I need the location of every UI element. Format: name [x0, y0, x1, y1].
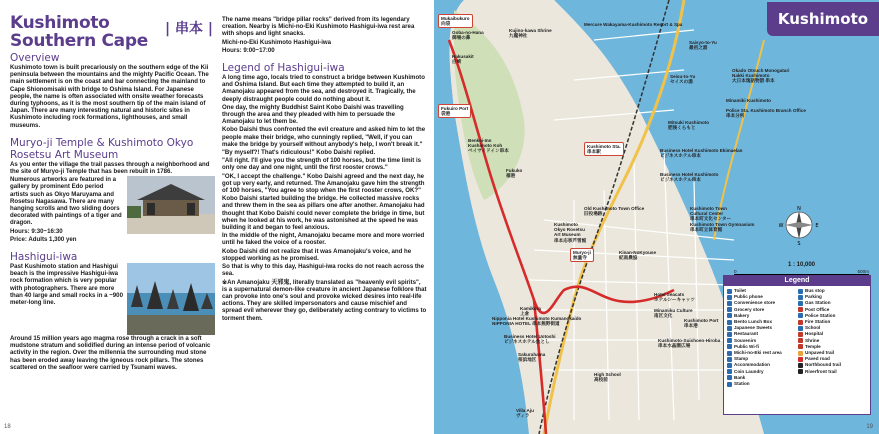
legend-item-label: Post Office	[805, 306, 830, 312]
legend-symbol-icon	[798, 313, 803, 318]
legend-symbol-icon	[727, 295, 732, 300]
legend-symbol-icon	[798, 375, 803, 380]
legend-paragraph: Kobo Daishi thus confronted the evil creature and asked him to let the people make their bridge, who cunningly replied, "Well, if you can make the bridge by yourself without anybody's help, I won't break it."	[222, 126, 426, 148]
legend-paragraph: "OK, I accept the challenge." Kobo Daishi agreed and the next day, he got up very early, and returned. The Amanojaku gave him the strength of 100 horses, "You agree to stop when the first rooster crows, OK?"	[222, 172, 425, 195]
map-label-bizhotel2: Business Hotel Kushimoto ビジネスホテル串本	[660, 172, 719, 183]
compass-rose	[779, 205, 819, 245]
map-label-mitsuki: Mitsuki Kushimoto 肥後くらもと	[668, 120, 710, 131]
legend-paragraph: A long time ago, locals tried to construct a bridge between Kushimoto and Oshima Island. But each time they attempted to build it, an Amanojaku appeared from the sea, and destroyed it. Tragically, the deeply distraught people could do nothing about it.	[222, 74, 425, 103]
legend-item-label: Police Station	[805, 312, 836, 318]
map-label-hakusaki: Hakusakit 白崎	[452, 54, 474, 65]
legend-item-label: Parking	[805, 294, 822, 300]
legend-symbol-icon	[727, 326, 732, 331]
legend-paragraph: In the middle of the night, Amanojaku became more and more worried until he faked the voice of a rooster.	[222, 232, 425, 247]
legend-symbol-icon	[727, 369, 732, 374]
map-label-station: Kushimoto Sta. 串本駅	[584, 142, 624, 156]
map-label-gym: Kushimoto Town Gymnasium 串本町立体育館	[690, 222, 755, 233]
legend-item-label: Bus stop	[805, 288, 825, 293]
scale-end: 500m	[857, 269, 869, 274]
legend-item-label: Bakery	[734, 312, 750, 318]
legend-item-label: Accommodation	[734, 362, 770, 368]
legend-symbol-icon	[727, 338, 732, 343]
map-label-cultural: Kushimoto Town Cultural Center 串本町文化センター	[690, 206, 732, 222]
legend-symbol-icon	[798, 320, 803, 325]
page-number-left: 18	[4, 424, 11, 430]
map-title-badge: Kushimoto	[767, 2, 879, 36]
map-label-mercure: Mercure Wakayama-Kushimoto Resort & Spa	[584, 22, 683, 27]
legend-symbol-icon	[798, 363, 803, 368]
title-kanji: | 串本 |	[165, 21, 213, 37]
legend-symbol-icon	[727, 289, 732, 294]
legend-item-label: Paved road	[805, 356, 830, 362]
legend-symbol-icon	[798, 351, 803, 356]
hashiguiiwa-text-1: Past Kushimoto station and Hashigui beach is the impressive Hashigui-iwa rock formation which is very popular with photographers. There are more than 40 large and small rocks in a ~900 meter-long line.	[10, 263, 123, 307]
legend-symbol-icon	[727, 375, 732, 380]
legend-symbol-icon	[798, 357, 803, 362]
muryoji-heading: Muryo-ji Temple & Kushimoto Okyo Rosetsu Art Museum	[10, 136, 194, 161]
map-label-suishoen: Kushimoto-Suishoen-Hiroba 串本水晶園広場	[658, 338, 721, 349]
legend-symbol-icon	[727, 351, 732, 356]
temple-photo	[127, 176, 215, 234]
legend-title: Legend	[724, 276, 870, 286]
legend-item-label: Gas Station	[805, 300, 831, 306]
legend-symbol-icon	[727, 363, 732, 368]
legend-item-label: Shrine	[805, 337, 820, 343]
map-label-seacats: Hotel Seacats ホテルシーキャッツ	[654, 292, 695, 303]
map-label-saisyo: Saisyo-to-Yu 最初之湯	[689, 40, 717, 51]
hashiguiiwa-intro: The name means "bridge pillar rocks" derived from its legendary creation. Nearby is Michi-no-Eki Kushimoto Hashigui-iwa rest area with shops and light snacks.	[222, 16, 415, 38]
compass-n: N	[797, 206, 801, 212]
legend-item-label: Japanese Sweets	[734, 325, 773, 331]
legend-symbol-icon	[798, 369, 803, 374]
map-label-minamiki: Minamiki Kushimoto	[726, 98, 771, 103]
legend-symbol-icon	[798, 344, 803, 349]
map-label-nipponia: Nipponia Hotel Kushimoto Kumanokaido NIPPONIA HOTEL 串本熊野街道	[492, 316, 582, 327]
legend-symbol-icon	[798, 295, 803, 300]
overview-heading: Overview	[10, 52, 60, 64]
legend-item-label: Hospital	[805, 331, 824, 337]
legend-item-label: School	[805, 325, 821, 331]
hashiguiiwa-text-2: Around 15 million years ago magma rose through a crack in a soft mudstone stratum and solidified during an intense period of volcanic activity in the region. Over the millennia the surrounding mud stone has been eroded away leaving the igneous rock pillars. The stones scattered on the seafloor were carried by Tsunami waves.	[10, 335, 211, 371]
map-label-mukaibukuro: Mukaibukuro 向袋	[438, 14, 473, 28]
map-label-fukuko: Fukuko 福港	[506, 168, 523, 179]
legend-symbol-icon	[727, 307, 732, 312]
map-label-kinan: Kinan-NoKyouse 紀南農協	[619, 250, 657, 261]
rest-area-name: Michi-no-Eki Kushimoto Hashigui-iwa	[222, 38, 332, 46]
muryoji-intro: As you enter the village the trail passes through a neighborhood and the site of Muryo-ji Temple that has been rebuilt in 1786.	[10, 160, 210, 176]
scale-ratio: 1 : 10,000	[787, 262, 816, 268]
legend-paragraph: So that is why to this day, Hashigui-iwa rocks do not reach across the sea.	[222, 263, 425, 278]
legend-paragraph: Kobo Daishi started building the bridge. He collected massive rocks and threw them in the sea as pillars one after another. Amanojaku had thought that Kobo Daishi could never complete the bridge in time, but when he looked at his work, he was astonished at the speed he was building it and began to feel anxious.	[222, 195, 425, 232]
legend-symbol-icon	[798, 307, 803, 312]
map-label-seisu: Seisu-to-Yu セイスの湯	[670, 74, 696, 85]
legend-item-label: Public phone	[734, 294, 763, 300]
legend-item-label: Riverfront trail	[805, 368, 837, 374]
legend-item-label: Temple	[805, 343, 821, 349]
map-label-minamiku: Minamiku Culture 南区文化	[654, 308, 693, 319]
legend-item-label: Fire Station	[805, 319, 831, 325]
legend-heading: Legend of Hashigui-iwa	[222, 62, 345, 75]
legend-symbol-icon	[798, 338, 803, 343]
legend-symbol-icon	[727, 382, 732, 387]
legend-paragraph: Kobo Daishi did not realize that it was Amanojaku's voice, and he stopped working as he promised.	[222, 247, 412, 262]
legend-item-label: Public Wi-fi	[734, 343, 759, 349]
overview-text: Kushimoto town is built precariously on the southern edge of the Kii peninsula between the mountains and the mighty Pacific Ocean. The main settlement is on the coast and bar connecting the mainland to Cape Shionomisaki with bridge to Oshima Island. For Japanese people, the name is often associated with onsite weather forecasts during typhoons, as it is the most southern tip of the main island of Japan. There are many interesting natural and historic sites in Kushimoto including rock formations, lighthouses, and small museums.	[10, 64, 209, 129]
map-label-villa: Villa Aju ヴィラ	[516, 408, 534, 419]
map-label-okado: Okado Otsuch Monogatari Nakki Kushimoto 大日本逸話物語 串本	[732, 68, 790, 84]
map-label-highschool: High School 高校前	[594, 372, 621, 383]
legend-story	[222, 74, 427, 322]
legend-item-label: Northbound trail	[805, 362, 841, 368]
legend-symbol-icon	[727, 320, 732, 325]
map-label-kujino: Kujino-kawa Shrine 九龍神社	[509, 28, 552, 39]
map-label-port: Kushimoto Port 串本港	[684, 318, 719, 329]
legend-item-label: Convenience store	[734, 300, 776, 306]
compass-e: E	[815, 223, 819, 229]
legend-symbol-icon	[727, 313, 732, 318]
legend-item-label: Souvenirs	[734, 337, 757, 343]
map-label-muryoji: Muryo-ji 無量寺	[570, 248, 594, 262]
legend-item-label: Station	[734, 381, 750, 387]
legend-paragraph: One day, the mighty Buddhist Saint Kobo Daishi was travelling through the area and they pleaded with him to persuade the Amanojaku to let them be.	[222, 103, 404, 126]
legend-item-label: Bento Lunch Box	[734, 319, 773, 325]
muryoji-text: Numerous artworks are featured in a gallery by prominent Edo period artists such as Okyo Maruyama and Rosetsu Nagasawa. There are many hanging scrolls and two sliding doors decorated with paintings of a tiger and dragon.	[10, 176, 122, 227]
legend-symbol-icon	[727, 301, 732, 306]
legend-item-label: Toilet	[734, 288, 746, 293]
map-label-police: Police Sta. Kushimoto Branch Office 串本分所	[726, 108, 806, 119]
page-number-right: 19	[866, 424, 873, 430]
legend-item-label: Michi-no-Eki rest area	[734, 350, 782, 356]
map-legend	[723, 275, 871, 415]
legend-symbol-icon	[798, 326, 803, 331]
legend-symbol-icon	[798, 301, 803, 306]
legend-item-label: Coin Laundry	[734, 368, 764, 374]
left-column-2	[222, 16, 427, 323]
map-label-uotoshi: Business Hotel Uotoshi ビジネスホテル魚とし	[504, 334, 556, 345]
map-label-fukuiro: Fukuiro Port 袋港	[438, 104, 471, 118]
title-line-2: Southern Cape	[10, 31, 148, 51]
legend-symbol-icon	[727, 332, 732, 337]
muryoji-price: Price: Adults 1,300 yen	[10, 235, 77, 243]
legend-item-label: Grocery store	[734, 306, 765, 312]
map-label-bizhotel1: Business Hotel Kushimoto Ekimaelan ビジネスホテル串本	[660, 148, 743, 159]
legend-symbol-icon	[798, 332, 803, 337]
legend-item	[798, 381, 867, 387]
left-column-1	[10, 14, 215, 372]
left-page	[0, 0, 434, 434]
rest-area-hours: Hours: 9:00~17:00	[222, 46, 275, 54]
rocks-photo	[127, 263, 215, 335]
legend-item	[727, 381, 796, 387]
legend-item-label: Bank	[734, 374, 746, 380]
legend-symbol-icon	[798, 382, 803, 387]
compass-s: S	[797, 241, 801, 245]
legend-symbol-icon	[798, 289, 803, 294]
map-page	[434, 0, 879, 434]
compass-w: W	[779, 223, 784, 229]
map-label-sakurahama: Sakurahama 桜浜地区	[518, 352, 546, 363]
legend-paragraph: "By myself?! That's ridiculous!" Kobo Daishi replied.	[222, 149, 376, 157]
legend-item-label: Unpaved trail	[805, 350, 835, 356]
scale-zero: 0	[734, 269, 737, 274]
muryoji-hours: Hours: 9:30~16:30	[10, 227, 63, 235]
map-label-museum: Kushimoto Okyo Rosetsu Art Museum 串本応挙芦雪館	[554, 222, 587, 243]
legend-symbol-icon	[727, 357, 732, 362]
title-line-1: Kushimoto	[10, 13, 110, 33]
legend-symbol-icon	[727, 344, 732, 349]
hashiguiiwa-heading: Hashigui-iwa	[10, 251, 78, 264]
legend-paragraph: ※An Amanojaku 天邪鬼, literally translated as "heavenly evil spirits", is a supernatural demon-like creature in ancient Japanese folklore that can provoke into one's soul and provoke wicked desires into real-life actions. They are skilled impersonators and cause mischief and spread evil wherever they go, deliberately acting contrary to victims to torment them.	[222, 278, 427, 322]
map-label-benkei: Benkei-Inn Kushimoto Koh ベイサイドイン串本	[468, 138, 509, 154]
legend-item-label: Stamp	[734, 356, 749, 362]
legend-paragraph: "All right. I'll give you the strength of 100 horses, but the time limit is only one day and one night, until the first rooster crows."	[222, 157, 422, 172]
map-label-goba: Goba-no-Hana 御場の鼻	[452, 30, 484, 41]
map-label-kamikura: Kamikura 上倉	[520, 306, 541, 317]
map-label-oldtown: Old Kushimoto Town Office 旧役場跡	[584, 206, 645, 217]
legend-item-label: Restaurant	[734, 331, 758, 337]
